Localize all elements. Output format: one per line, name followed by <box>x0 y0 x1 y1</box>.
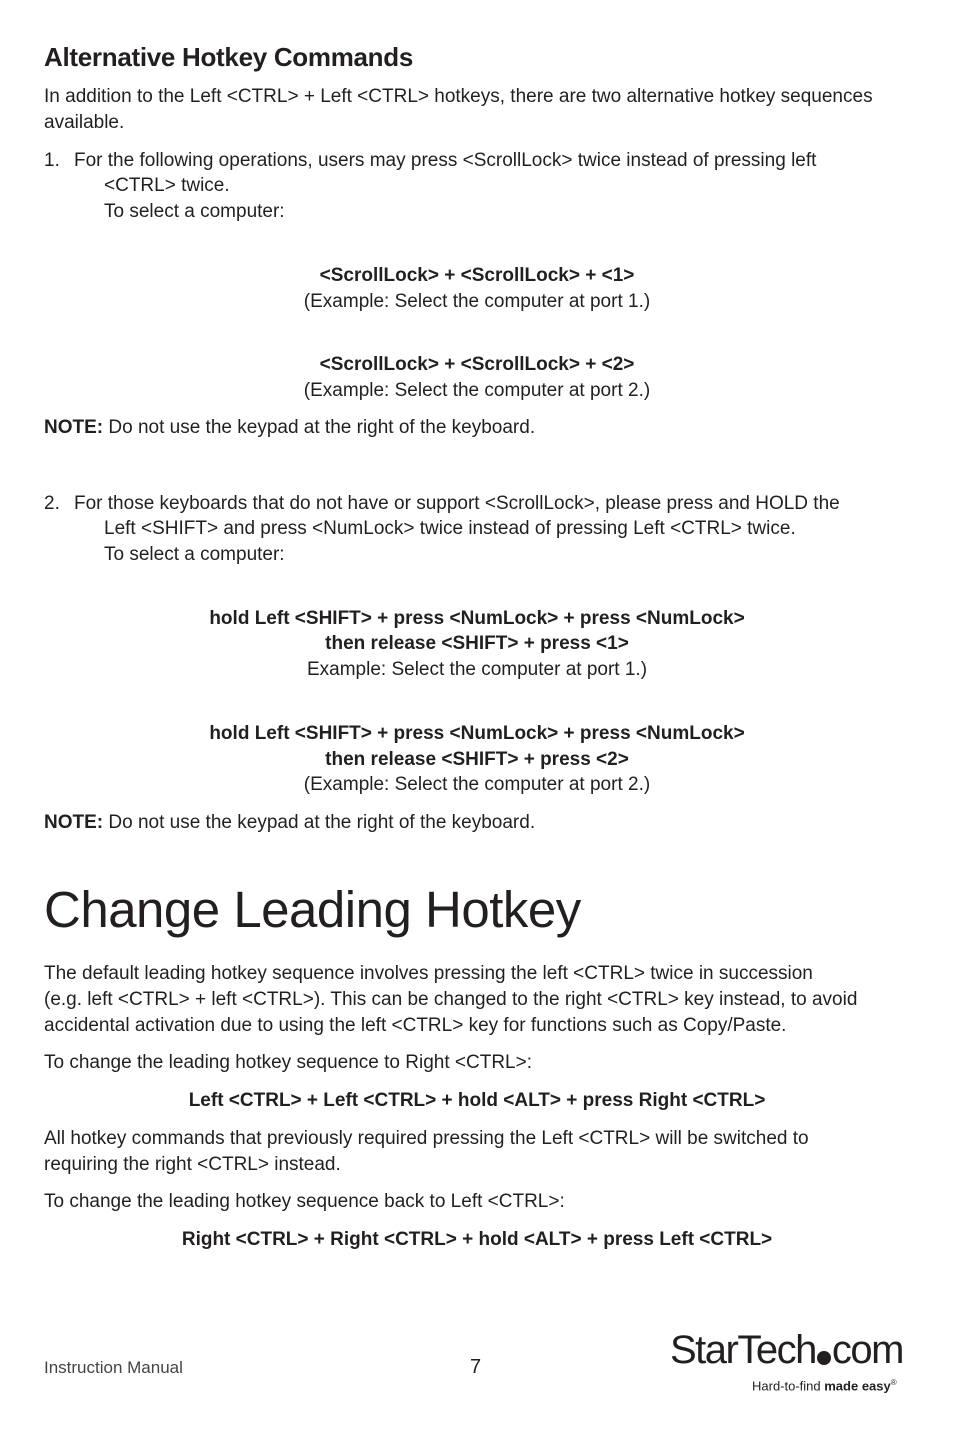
item-1-line-1: For the following operations, users may press <ScrollLock> twice instead of pressing left <box>74 150 817 171</box>
item-1-example-1: (Example: Select the computer at port 1.) <box>303 291 651 312</box>
item-2-note <box>44 810 535 836</box>
item-1-note <box>44 415 535 441</box>
page-title: Change Leading Hotkey <box>44 881 581 938</box>
change-para-1-line-1: The default leading hotkey sequence involves pressing the left <CTRL> twice in succession <box>44 963 813 984</box>
item-2-example-1: Example: Select the computer at port 1.) <box>306 659 648 680</box>
item-2-command-2-line-2: then release <SHIFT> + press <2> <box>325 749 629 770</box>
item-2-line-3: To select a computer: <box>104 544 285 565</box>
item-2-line-1: For those keyboards that do not have or support <ScrollLock>, please press and HOLD the <box>74 493 840 514</box>
registered-mark: ® <box>890 1378 897 1387</box>
change-para-1-line-3: accidental activation due to using the left <CTRL> key for functions such as Copy/Paste. <box>44 1015 787 1036</box>
logo-tagline <box>752 1378 903 1393</box>
item-1-example-2: (Example: Select the computer at port 2.) <box>303 380 651 401</box>
logo-dot-icon <box>817 1351 831 1365</box>
note-text: Do not use the keypad at the right of the keyboard. <box>103 417 536 438</box>
section-title: Alternative Hotkey Commands <box>44 42 414 72</box>
item-1-line-3: To select a computer: <box>104 201 285 222</box>
change-command-2: Right <CTRL> + Right <CTRL> + hold <ALT> + press Left <CTRL> <box>181 1229 773 1250</box>
note-text: Do not use the keypad at the right of the keyboard. <box>103 812 536 833</box>
change-para-3-line-1: All hotkey commands that previously required pressing the Left <CTRL> will be switched to <box>44 1128 809 1149</box>
change-para-3-line-2: requiring the right <CTRL> instead. <box>44 1154 341 1175</box>
item-2-line-2: Left <SHIFT> and press <NumLock> twice instead of pressing Left <CTRL> twice. <box>104 518 796 539</box>
intro-paragraph: In addition to the Left <CTRL> + Left <CTRL> hotkeys, there are two alternative hotkey sequences available. <box>44 86 873 133</box>
footer-doc-label: Instruction Manual <box>44 1358 183 1377</box>
tagline-bold: made easy <box>824 1378 891 1394</box>
item-2-command-1-line-2: then release <SHIFT> + press <1> <box>325 633 629 654</box>
page-number: 7 <box>470 1356 482 1378</box>
logo-text-start: StarTech <box>670 1328 816 1372</box>
logo-text-end: com <box>831 1328 903 1372</box>
tagline-normal: Hard-to-find <box>752 1378 825 1394</box>
item-2-example-2: (Example: Select the computer at port 2.) <box>303 774 651 795</box>
item-2-command-2-line-1: hold Left <SHIFT> + press <NumLock> + press <NumLock> <box>209 723 745 744</box>
item-1-line-2: <CTRL> twice. <box>104 175 230 196</box>
logo-wordmark <box>670 1328 903 1372</box>
change-para-4: To change the leading hotkey sequence back to Left <CTRL>: <box>44 1191 565 1212</box>
change-para-1-line-2: (e.g. left <CTRL> + left <CTRL>). This can be changed to the right <CTRL> key instead, to avoid <box>44 989 858 1010</box>
note-label: NOTE: <box>44 812 104 833</box>
startech-logo <box>670 1328 903 1393</box>
item-1-number: 1. <box>44 150 60 171</box>
change-para-2: To change the leading hotkey sequence to Right <CTRL>: <box>44 1052 532 1073</box>
item-1-command-1: <ScrollLock> + <ScrollLock> + <1> <box>319 265 635 286</box>
note-label: NOTE: <box>44 417 104 438</box>
item-1-command-2: <ScrollLock> + <ScrollLock> + <2> <box>319 354 635 375</box>
item-2-command-1-line-1: hold Left <SHIFT> + press <NumLock> + press <NumLock> <box>209 608 745 629</box>
item-2-number: 2. <box>44 493 60 514</box>
change-command-1: Left <CTRL> + Left <CTRL> + hold <ALT> + press Right <CTRL> <box>188 1090 766 1111</box>
